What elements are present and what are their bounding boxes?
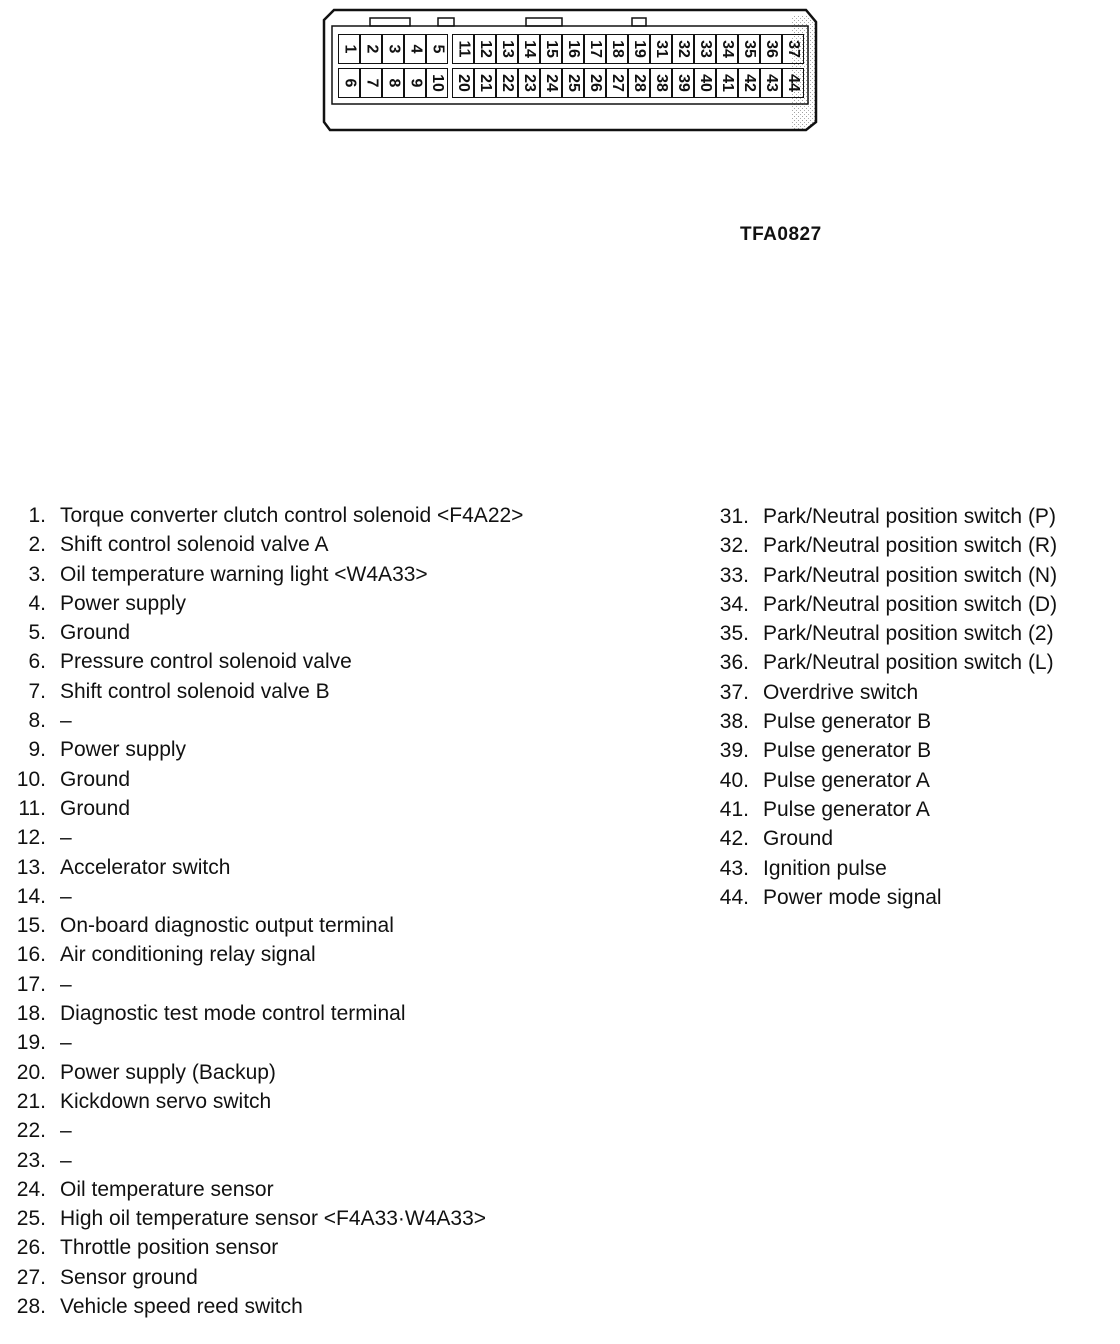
terminal-number: 35. [719,622,749,646]
terminal-number: 12. [16,826,46,850]
terminal-number: 21. [16,1089,46,1113]
terminal-item [28,735,523,764]
terminal-item [28,560,523,589]
connector-top-row [322,34,818,64]
terminal-number: 33. [719,563,749,587]
terminal-list-left [16,501,524,1321]
terminal-item [16,1146,523,1175]
pin-number: 21 [476,74,494,92]
top-pin [426,34,448,64]
terminal-description: – [60,1031,72,1055]
top-pin [496,34,518,64]
bottom-pin [782,68,804,98]
terminal-description: Park/Neutral position switch (D) [763,592,1058,616]
bottom-pin [694,68,716,98]
top-pin [716,34,738,64]
top-pin [404,34,426,64]
terminal-description: – [60,709,72,733]
pin-number: 7 [363,78,380,88]
terminal-description: Park/Neutral position switch (2) [763,622,1054,646]
terminal-description: Pulse generator A [763,797,930,821]
terminal-description: Diagnostic test mode control terminal [60,1002,406,1026]
top-pin [562,34,584,64]
bottom-pin [518,68,540,98]
connector-bottom-row [322,68,818,98]
terminal-description: Vehicle speed reed switch [60,1295,303,1319]
bottom-pin [562,68,584,98]
terminal-description: Oil temperature warning light <W4A33> [60,562,428,586]
pin-number: 24 [542,74,560,92]
terminal-item [16,1175,523,1204]
terminal-description: Torque converter clutch control solenoid <F4A22> [60,504,524,527]
pin-number: 39 [674,74,692,92]
terminal-description: – [60,884,72,908]
top-pin [338,34,360,64]
terminal-item [719,736,1057,765]
terminal-item [719,561,1058,590]
bottom-pin [452,68,474,98]
bottom-pin [738,68,760,98]
terminal-number: 40. [719,768,749,792]
terminal-description: Power supply (Backup) [60,1060,276,1084]
terminal-number: 11. [18,796,46,820]
terminal-item [28,501,524,530]
terminal-description: – [60,826,72,850]
terminal-item [16,970,523,999]
terminal-number: 15. [16,914,46,938]
terminal-description: Pulse generator B [763,739,932,763]
pin-number: 35 [740,40,758,58]
terminal-number: 14. [16,884,46,908]
terminal-item [16,1204,523,1233]
terminal-description: Air conditioning relay signal [60,943,316,967]
terminal-description: Pulse generator B [763,710,932,734]
terminal-item [719,795,1057,824]
top-pin [672,34,694,64]
terminal-number: 39. [719,739,749,763]
pin-number: 10 [428,74,446,92]
terminal-item [16,1087,523,1116]
bottom-pin [672,68,694,98]
terminal-description: Kickdown servo switch [60,1089,272,1113]
terminal-description: Sensor ground [60,1265,198,1289]
terminal-number: 32. [719,534,749,558]
terminal-item [28,618,523,647]
terminal-item [719,590,1058,619]
terminal-number: 25. [16,1207,46,1231]
terminal-number: 31. [719,505,749,528]
terminal-item [16,999,523,1028]
top-pin [650,34,672,64]
top-pin [694,34,716,64]
terminal-number: 20. [16,1060,46,1084]
terminal-number: 36. [719,651,749,675]
terminal-description: – [60,972,72,996]
terminal-item [16,940,523,969]
terminal-number: 9. [28,738,46,762]
terminal-description: On-board diagnostic output terminal [60,914,394,938]
pin-number: 32 [674,40,692,58]
terminal-number: 42. [719,827,749,851]
terminal-item [16,911,523,940]
pin-number: 42 [740,74,758,92]
terminal-description: Power supply [60,738,187,762]
bottom-pin [606,68,628,98]
terminal-number: 4. [28,591,46,615]
terminal-number: 16. [16,943,46,967]
terminal-number: 19. [16,1031,46,1055]
terminal-item [719,619,1057,648]
terminal-number: 28. [16,1295,46,1319]
terminal-description: Ground [60,621,131,645]
terminal-item [16,765,523,794]
terminal-item [719,707,1057,736]
terminal-number: 5. [28,621,46,645]
terminal-item [16,1233,523,1262]
terminal-item [28,589,523,618]
pin-number: 14 [520,40,538,58]
terminal-description: Park/Neutral position switch (L) [763,651,1054,675]
terminal-number: 37. [719,680,749,704]
terminal-number: 27. [16,1265,46,1289]
pin-number: 34 [718,40,736,58]
top-pin [782,34,804,64]
terminal-description: Shift control solenoid valve B [60,679,330,703]
terminal-description: – [60,1119,72,1143]
pin-number: 37 [784,40,802,58]
pin-number: 40 [696,74,714,92]
terminal-number: 34. [719,592,749,616]
top-pin [760,34,782,64]
terminal-number: 24. [16,1177,46,1201]
bottom-pin [584,68,606,98]
terminal-description: Park/Neutral position switch (P) [763,505,1056,528]
terminal-description: Pulse generator A [763,768,930,792]
terminal-number: 13. [16,855,46,879]
bottom-pin [628,68,650,98]
bottom-pin [716,68,738,98]
terminal-item [16,1292,523,1321]
terminal-description: Throttle position sensor [60,1236,279,1260]
pin-number: 38 [652,74,670,92]
terminal-description: High oil temperature sensor <F4A33·W4A33> [60,1207,487,1231]
pin-number: 2 [363,44,380,54]
terminal-number: 7. [28,679,46,703]
pin-number: 3 [385,44,402,54]
terminal-item [16,1058,523,1087]
terminal-number: 8. [28,709,46,733]
bottom-pin [760,68,782,98]
pin-number: 44 [784,74,802,92]
terminal-description: Park/Neutral position switch (R) [763,534,1058,558]
terminal-item [719,824,1057,853]
terminal-item [16,882,523,911]
terminal-description: Ground [60,796,131,820]
pin-number: 17 [586,40,604,58]
terminal-number: 44. [719,885,749,909]
terminal-item [719,766,1057,795]
pin-number: 11 [454,40,472,58]
bottom-pin [360,68,382,98]
top-pin [606,34,628,64]
pin-number: 1 [341,44,358,54]
bottom-pin [426,68,448,98]
bottom-pin [404,68,426,98]
terminal-item [719,648,1057,677]
terminal-description: Pressure control solenoid valve [60,650,352,674]
terminal-description: Oil temperature sensor [60,1177,274,1201]
top-pin [474,34,496,64]
top-pin [360,34,382,64]
terminal-description: Ignition pulse [763,856,887,880]
pin-number: 4 [407,44,424,54]
terminal-number: 26. [16,1236,46,1260]
terminal-number: 2. [28,533,46,557]
pin-number: 33 [696,40,714,58]
top-pin [540,34,562,64]
terminal-item [719,531,1058,560]
terminal-description: Power mode signal [763,885,942,909]
top-pin [452,34,474,64]
pin-number: 22 [498,74,516,92]
terminal-description: Overdrive switch [763,680,919,704]
top-pin [584,34,606,64]
bottom-pin [650,68,672,98]
bottom-pin [540,68,562,98]
terminal-number: 17. [16,972,46,996]
terminal-number: 43. [719,856,749,880]
terminal-item [28,530,523,559]
top-pin [518,34,540,64]
pin-number: 28 [630,74,648,92]
terminal-number: 23. [16,1148,46,1172]
terminal-number: 6. [28,650,46,674]
terminal-item [719,502,1057,531]
terminal-number: 22. [16,1119,46,1143]
terminal-item [16,1263,523,1292]
pin-number: 27 [608,74,626,92]
terminal-number: 38. [719,710,749,734]
top-pin [628,34,650,64]
terminal-number: 18. [16,1002,46,1026]
terminal-description: Shift control solenoid valve A [60,533,329,557]
terminal-number: 10. [16,767,46,791]
terminal-number: 1. [28,504,46,527]
pin-number: 16 [564,40,582,58]
pin-number: 18 [608,40,626,58]
pin-number: 6 [341,78,358,88]
pin-number: 31 [652,40,670,58]
terminal-number: 3. [28,562,46,586]
terminal-number: 41. [719,797,749,821]
bottom-pin [382,68,404,98]
pin-number: 8 [385,78,402,88]
pin-number: 5 [429,44,446,54]
pin-number: 25 [564,74,582,92]
pin-number: 13 [498,40,516,58]
terminal-item [28,647,523,676]
pin-number: 12 [476,40,494,58]
pin-number: 36 [762,40,780,58]
terminal-item [18,794,523,823]
pin-number: 43 [762,74,780,92]
terminal-item [16,1028,523,1057]
pin-number: 15 [542,40,560,58]
bottom-pin [474,68,496,98]
terminal-item [719,678,1057,707]
connector-diagram [322,8,818,132]
terminal-description: Park/Neutral position switch (N) [763,563,1058,587]
terminal-description: Accelerator switch [60,855,231,879]
pin-number: 20 [454,74,472,92]
terminal-item [28,706,523,735]
bottom-pin [496,68,518,98]
terminal-item [719,883,1057,912]
pin-number: 41 [718,74,736,92]
terminal-item [16,823,523,852]
terminal-description: – [60,1148,72,1172]
terminal-list-right [719,502,1058,912]
pin-number: 23 [520,74,538,92]
pin-number: 19 [630,40,648,58]
terminal-description: Ground [60,767,131,791]
top-pin [382,34,404,64]
terminal-item [28,677,523,706]
terminal-item [16,1116,523,1145]
terminal-item [16,853,523,882]
figure-label: TFA0827 [740,224,822,245]
bottom-pin [338,68,360,98]
terminal-description: Ground [763,827,834,851]
pin-number: 9 [407,78,424,88]
top-pin [738,34,760,64]
terminal-description: Power supply [60,591,187,615]
terminal-item [719,854,1057,883]
pin-number: 26 [586,74,604,92]
